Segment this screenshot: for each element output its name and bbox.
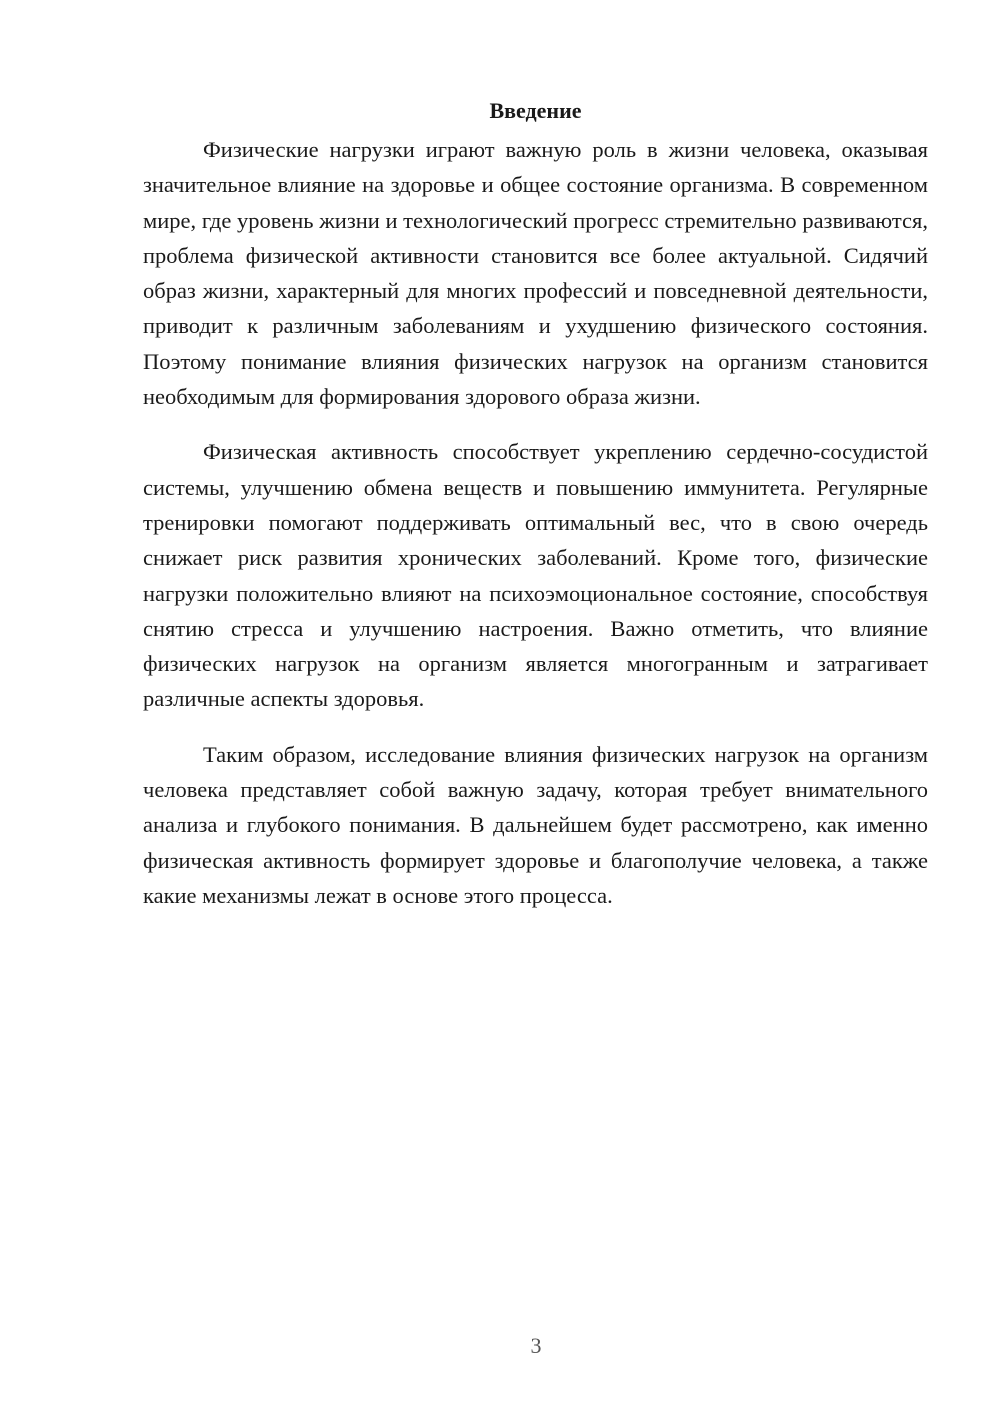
paragraph-1: Физические нагрузки играют важную роль в жизни человека, оказывая значительное влияние на здоровье и общее состояние организма. В современном мире, где уровень жизни и технологический прогресс стремительно развиваются, проблема физической активности становится все более актуальной. Сидячий образ жизни, характерный для многих профессий и повседневной деятельности, приводит к различным заболеваниям и ухудшению физического состояния. Поэтому понимание влияния физических нагрузок на организм становится необходимым для формирования здорового образа жизни. (143, 137, 928, 410)
page-number: 3 (530, 1333, 542, 1358)
paragraph-3: Таким образом, исследование влияния физических нагрузок на организм человека представляет собой важную задачу, которая требует внимательного анализа и глубокого понимания. В дальнейшем будет рассмотрено, как именно физическая активность формирует здоровье и благополучие человека, а также какие механизмы лежат в основе этого процесса. (143, 741, 928, 908)
section-heading: Введение (489, 98, 582, 123)
paragraph-2: Физическая активность способствует укреплению сердечно-сосудистой системы, улучшению обмена веществ и повышению иммунитета. Регулярные тренировки помогают поддерживать оптимальный вес, что в свою очередь снижает риск развития хронических заболеваний. Кроме того, физические нагрузки положительно влияют на психоэмоциональное состояние, способствуя снятию стресса и улучшению настроения. Важно отметить, что влияние физических нагрузок на организм является многогранным и затрагивает различные аспекты здоровья. (143, 439, 928, 712)
page-content (143, 96, 928, 933)
